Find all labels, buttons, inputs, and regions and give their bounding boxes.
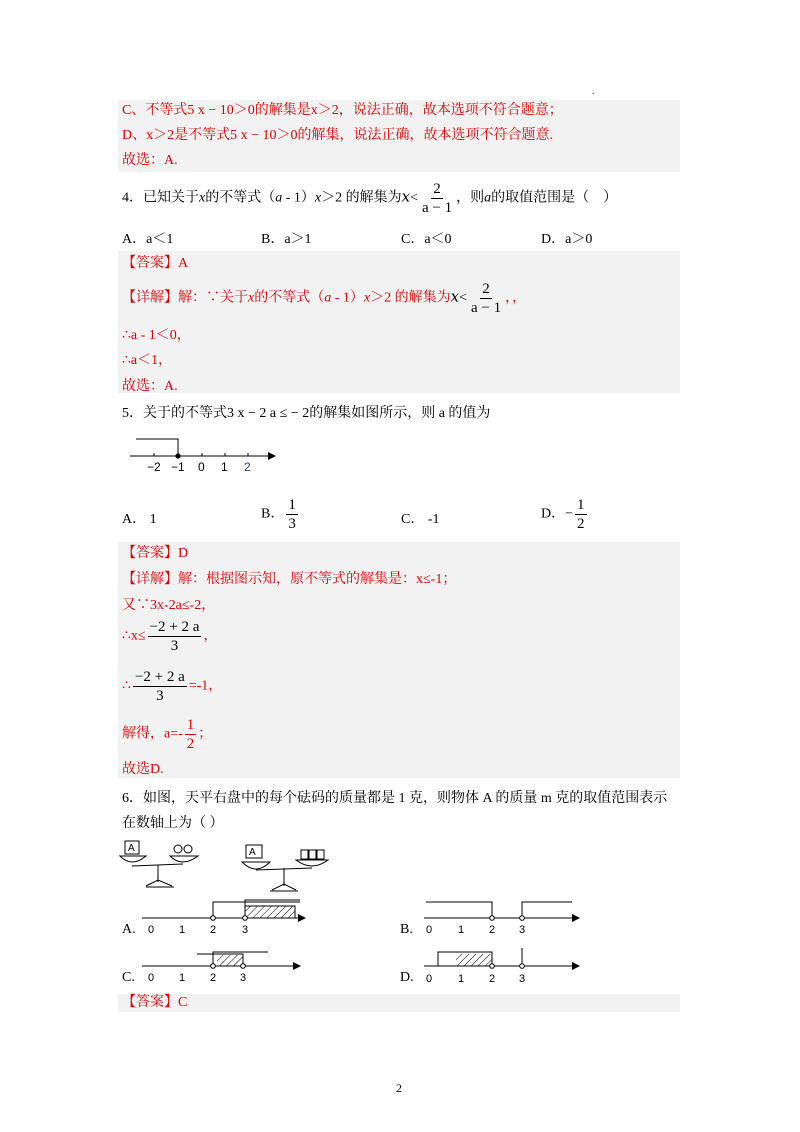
balance-scales-figure [118, 838, 338, 898]
q4-step-2: ∴a＜1， [122, 353, 173, 368]
q5-option-c: C． -1 [401, 512, 440, 527]
tick-label: 1 [221, 460, 228, 474]
open-point [211, 916, 216, 921]
hatched-region [245, 906, 295, 918]
axis-arrow [298, 914, 306, 922]
q6-option-a-number-line [140, 896, 310, 938]
tick-label: 3 [519, 924, 526, 936]
tick-label: −1 [171, 460, 185, 474]
tick-label: 1 [458, 973, 465, 985]
tick-label: 1 [179, 924, 186, 936]
balance-scale-1 [120, 841, 198, 887]
range-bracket [522, 902, 572, 918]
closed-point [175, 453, 180, 458]
axis-arrow [268, 452, 276, 460]
axis-arrow [572, 914, 580, 922]
open-point [520, 916, 525, 921]
q6-answer: 【答案】C [122, 995, 188, 1010]
tick-label: 3 [242, 924, 249, 936]
q6-option-b-label: B. [400, 922, 413, 937]
q4-detail: 【详解】解：∵关于x的不等式（a - 1）x＞2 的解集为x< $\frac{2}{a - 1}$ ，， [122, 281, 527, 316]
q4-step-1: ∴a - 1＜0， [122, 328, 191, 343]
hatched-region [217, 955, 243, 966]
page-number: 2 [396, 1081, 402, 1095]
q5-answer: 【答案】D [122, 546, 189, 561]
q6-option-c-label: C. [122, 970, 135, 985]
tick-label: 2 [489, 973, 496, 985]
q4-option-a: A．a＜1 [122, 232, 174, 247]
tick-label: 0 [426, 973, 433, 985]
tick-label: 0 [148, 924, 155, 936]
tick-label: 0 [426, 924, 433, 936]
solution-line-d: D、x＞2是不等式5 x − 10＞0的解集，说法正确，故本选项不符合题意. [122, 128, 554, 143]
weight-box-label: A [128, 843, 135, 854]
q5-choice: 故选D. [122, 762, 164, 777]
range-bracket [426, 902, 492, 918]
open-point [243, 916, 248, 921]
tick-label: 2 [210, 924, 217, 936]
q5-detail: 【详解】解：根据图示知，原不等式的解集是：x≤-1； [122, 572, 457, 587]
balance-scale-2 [242, 845, 328, 891]
solution-line-c: C、不等式5 x − 10＞0的解集是x＞2，说法正确，故本选项不符合题意； [122, 103, 563, 118]
solution-block-q6 [118, 994, 680, 1012]
header-mark: . [592, 86, 595, 97]
q5-line-5: 解得，a=- $\frac{1}{2}$ ； [122, 717, 213, 752]
q4-option-d: D．a＞0 [541, 232, 593, 247]
tick-label: 0 [198, 460, 205, 474]
fraction: $\frac{2}{a - 1}$ [421, 181, 453, 216]
q4-option-c: C．a＜0 [401, 232, 452, 247]
open-point [211, 964, 216, 969]
question-5-stem: 5．关于的不等式3 x − 2 a ≤ − 2的解集如图所示，则 a 的值为 [122, 406, 491, 421]
axis-arrow [572, 962, 580, 970]
solution-choice: 故选：A. [122, 153, 178, 168]
axis-arrow [293, 962, 301, 970]
q6-option-b-number-line [422, 896, 587, 938]
q5-number-line [128, 436, 278, 476]
question-6-stem-2: 在数轴上为（ ） [122, 816, 224, 831]
tick-label: 3 [519, 973, 526, 985]
q6-option-c-number-line [140, 946, 310, 988]
q4-choice: 故选：A. [122, 379, 178, 394]
q5-line-3: ∴x≤ $\frac{-2 + 2 a}{3}$ ， [122, 619, 218, 654]
q5-option-a: A． 1 [122, 512, 157, 527]
open-point [241, 964, 246, 969]
q6-option-d-label: D. [400, 970, 414, 985]
fraction: $\frac{2}{a - 1}$ [470, 281, 502, 316]
tick-label: 2 [244, 460, 251, 474]
q5-line-2: 又∵3x-2a≤-2， [122, 598, 216, 613]
solution-bracket [136, 439, 178, 456]
tick-label: 1 [179, 972, 186, 984]
tick-label: 0 [148, 972, 155, 984]
tick-label: 2 [210, 972, 217, 984]
q6-option-a-label: A. [122, 922, 136, 937]
q4-answer: 【答案】A [122, 256, 189, 271]
q4-option-b: B．a＞1 [261, 232, 312, 247]
weight-box-label: A [249, 847, 256, 858]
question-4-stem: 4．已知关于x的不等式（a - 1）x＞2 的解集为x< $\frac{2}{a - 1}$ ，则a的取值范围是（ ） [122, 181, 618, 216]
tick-label: 1 [458, 924, 465, 936]
q5-option-b: B． $\frac{1}{3}$ [261, 497, 296, 532]
q6-option-d-number-line [422, 944, 587, 988]
question-6-stem-1: 6．如图，天平右盘中的每个砝码的质量都是 1 克，则物体 A 的质量 m 克的取值范围表示 [122, 791, 668, 806]
hatched-region [456, 954, 492, 966]
tick-label: −2 [147, 460, 161, 474]
open-point [490, 916, 495, 921]
solution-block-q4 [118, 251, 680, 393]
open-point [520, 964, 525, 969]
q5-option-d: D．− $\frac{1}{2}$ [541, 497, 585, 532]
q5-line-4: ∴ $\frac{-2 + 2 a}{3}$ =-1， [122, 669, 223, 704]
tick-label: 3 [240, 972, 247, 984]
open-point [490, 964, 495, 969]
tick-label: 2 [489, 924, 496, 936]
